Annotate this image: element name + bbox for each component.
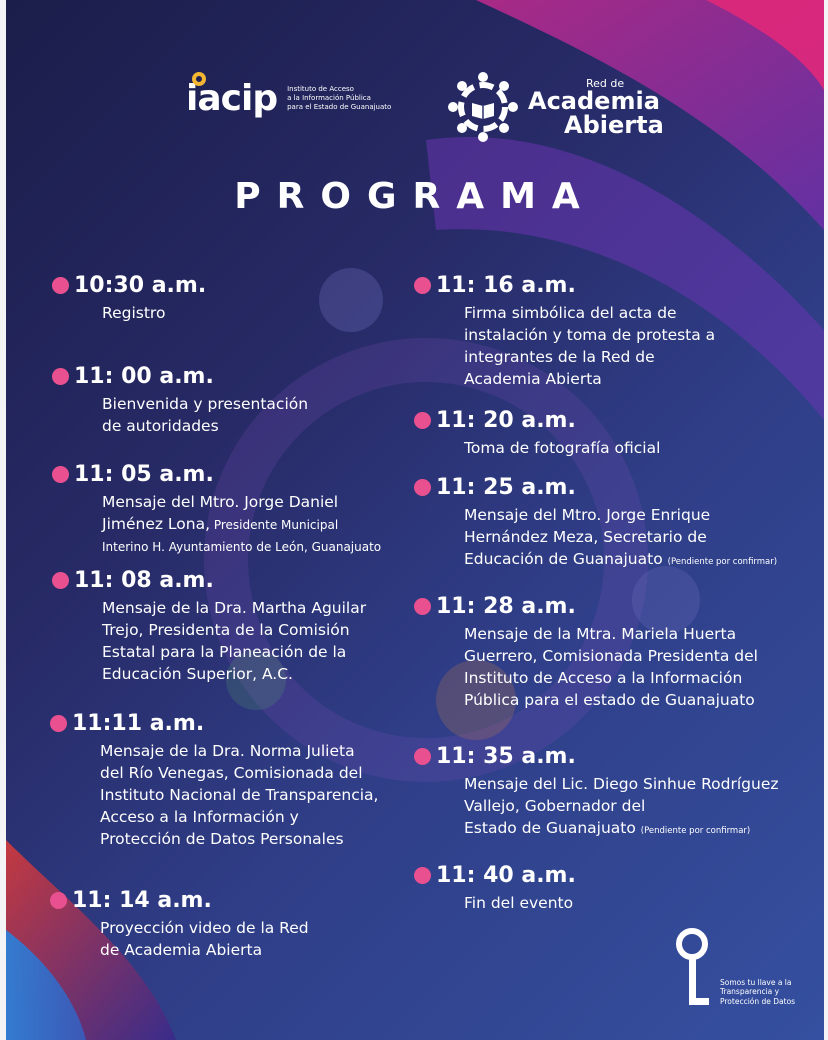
bullet-dot-icon [52, 572, 69, 589]
bullet-dot-icon [414, 412, 431, 429]
bullet-dot-icon [50, 892, 67, 909]
item-line: instalación y toma de protesta a [464, 326, 716, 344]
program-poster [6, 0, 824, 1040]
item-line: Acceso a la Información y [100, 808, 299, 826]
bullet-dot-icon [414, 867, 431, 884]
item-time: 11: 05 a.m. [74, 462, 214, 487]
item-line: Fin del evento [464, 894, 574, 912]
pending-note: (Pendiente por confirmar) [667, 557, 778, 567]
item-line: integrantes de la Red de [464, 348, 655, 366]
item-time: 11: 20 a.m. [436, 408, 576, 433]
schedule-item [414, 863, 576, 914]
key-logo [674, 928, 820, 1012]
item-line: Bienvenida y presentación [102, 395, 309, 413]
item-line: Pública para el estado de Guanajuato [464, 691, 755, 709]
key-icon [674, 928, 714, 1012]
bullet-dot-icon [414, 479, 431, 496]
bullet-dot-icon [52, 277, 69, 294]
bullet-dot-icon [52, 466, 69, 483]
red-logo-line2: Abierta [564, 110, 664, 139]
schedule-item [52, 273, 206, 324]
item-line: Mensaje del Mtro. Jorge Enrique [464, 506, 711, 524]
item-line: del Río Venegas, Comisionada del [100, 764, 363, 782]
people-circle-icon [446, 70, 520, 144]
item-line: Vallejo, Gobernador del [464, 797, 646, 815]
schedule-item [50, 711, 378, 850]
iacip-subtitle: Instituto de Acceso a la Información Pública para el Estado de Guanajuato [287, 85, 392, 111]
red-academia-logo [446, 70, 664, 144]
schedule-item [52, 364, 308, 437]
pending-note: (Pendiente por confirmar) [640, 826, 751, 836]
item-time: 11: 00 a.m. [74, 364, 214, 389]
bullet-dot-icon [52, 368, 69, 385]
item-line: Protección de Datos Personales [100, 830, 344, 848]
item-line: Estatal para la Planeación de la [102, 643, 347, 661]
iacip-logo-text: iacip [186, 78, 278, 119]
schedule-item [414, 594, 758, 711]
item-line: Mensaje del Mtro. Jorge Daniel [102, 493, 339, 511]
schedule-item [414, 744, 779, 842]
item-line: de autoridades [102, 417, 219, 435]
schedule-item [50, 888, 309, 961]
page-title: PROGRAMA [234, 176, 596, 217]
item-time: 11: 40 a.m. [436, 863, 576, 888]
schedule-item [414, 408, 660, 459]
red-logo-line1: Academia [528, 86, 660, 115]
item-time: 11: 16 a.m. [436, 273, 576, 298]
item-time: 11: 08 a.m. [74, 568, 214, 593]
item-time: 11: 35 a.m. [436, 744, 576, 769]
bullet-dot-icon [50, 715, 67, 732]
item-line: Hernández Meza, Secretario de [464, 528, 707, 546]
item-line: Interino H. Ayuntamiento de León, Guanajuato [102, 540, 382, 554]
bullet-dot-icon [414, 277, 431, 294]
item-line: Mensaje de la Dra. Martha Aguilar [102, 599, 367, 617]
item-line: de Academia Abierta [100, 941, 263, 959]
item-line: Educación Superior, A.C. [102, 665, 293, 683]
item-line: Instituto Nacional de Transparencia, [100, 786, 379, 804]
item-time: 11:11 a.m. [72, 711, 205, 736]
schedule-item [52, 462, 381, 558]
item-line: Estado de Guanajuato (Pendiente por confirmar) [464, 819, 751, 837]
key-slogan: Somos tu llave a la Transparencia y Protección de Datos [720, 977, 796, 1006]
item-time: 11: 25 a.m. [436, 475, 576, 500]
item-line: Proyección video de la Red [100, 919, 309, 937]
item-time: 10:30 a.m. [74, 273, 207, 298]
item-line: Toma de fotografía oficial [464, 439, 661, 457]
schedule-item [414, 273, 715, 390]
item-line: Mensaje de la Mtra. Mariela Huerta [464, 625, 737, 643]
item-time: 11: 28 a.m. [436, 594, 576, 619]
item-line: Academia Abierta [464, 370, 602, 388]
bullet-dot-icon [414, 748, 431, 765]
item-line: Mensaje del Lic. Diego Sinhue Rodríguez [464, 775, 779, 793]
schedule-item [52, 568, 366, 685]
item-line: Registro [102, 304, 166, 322]
bullet-dot-icon [414, 598, 431, 615]
iacip-dot-icon [192, 72, 206, 86]
iacip-logo [186, 78, 397, 119]
schedule-item [414, 475, 777, 573]
item-line: Instituto de Acceso a la Información [464, 669, 743, 687]
item-line: Trejo, Presidenta de la Comisión [102, 621, 350, 639]
item-line: Mensaje de la Dra. Norma Julieta [100, 742, 355, 760]
item-line: Firma simbólica del acta de [464, 304, 677, 322]
red-logo-small: Red de [586, 76, 625, 90]
item-line: Guerrero, Comisionada Presidenta del [464, 647, 758, 665]
item-line: Educación de Guanajuato (Pendiente por confirmar) [464, 550, 778, 568]
item-line: Jiménez Lona, Presidente Municipal [102, 515, 339, 533]
item-time: 11: 14 a.m. [72, 888, 212, 913]
